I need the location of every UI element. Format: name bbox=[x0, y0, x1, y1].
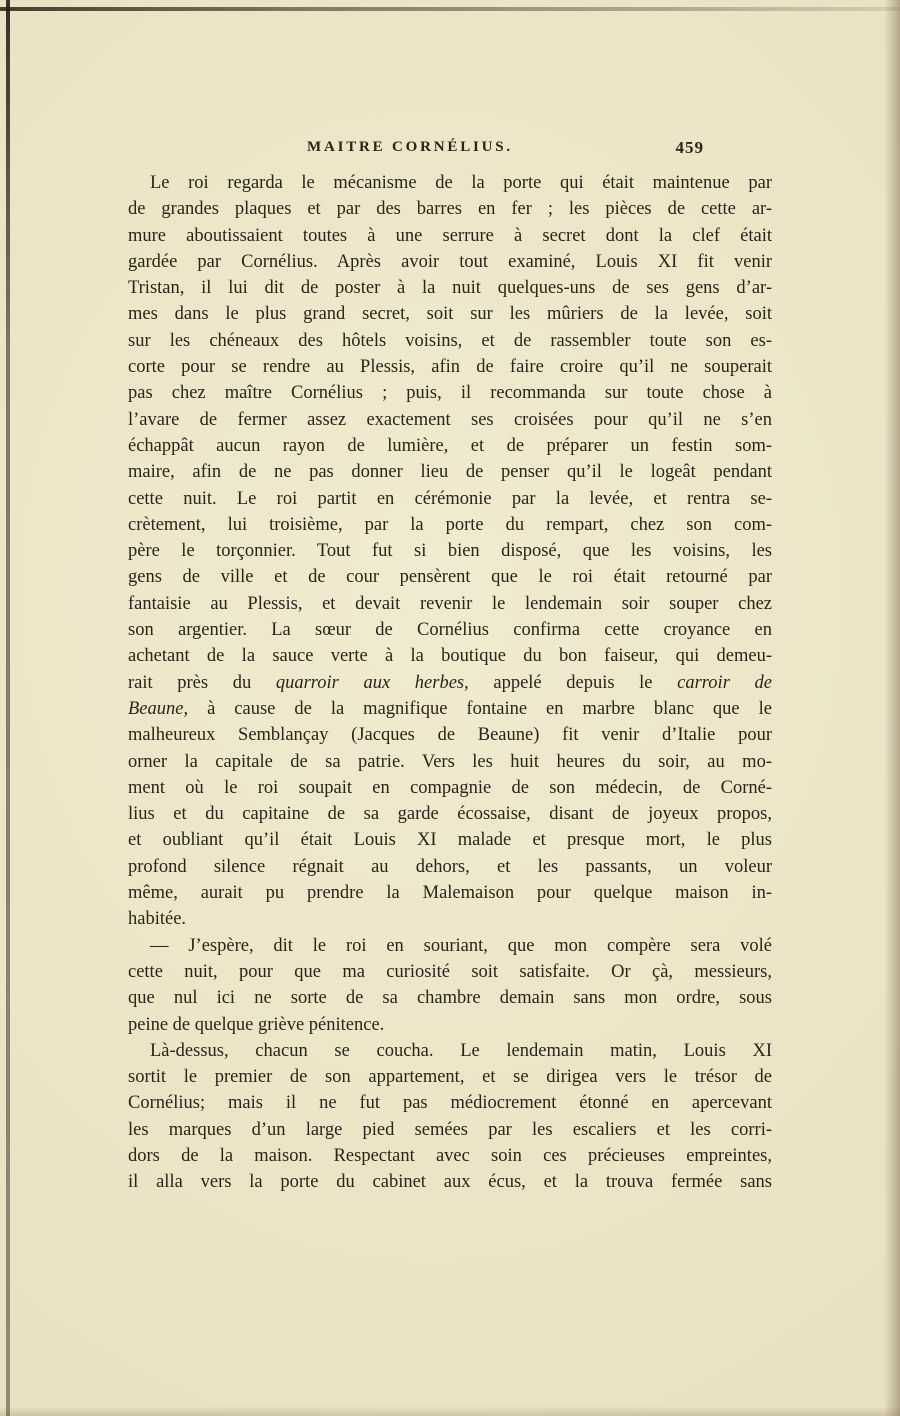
text-line: sortit le premier de son appartement, et se dirigea vers le trésor de bbox=[128, 1067, 772, 1088]
paragraph bbox=[128, 933, 772, 1038]
text-line: père le torçonnier. Tout fut si bien disposé, que les voisins, les bbox=[128, 541, 772, 562]
text-line: que nul ici ne sorte de sa chambre demain sans mon ordre, sous bbox=[128, 988, 772, 1009]
text-line: de grandes plaques et par des barres en fer ; les pièces de cette ar- bbox=[128, 199, 772, 220]
text-line: maire, afin de ne pas donner lieu de penser qu’il le logeât pendant bbox=[128, 462, 772, 483]
text-line: pas chez maître Cornélius ; puis, il recommanda sur toute chose à bbox=[128, 383, 772, 404]
text-line: malheureux Semblançay (Jacques de Beaune) fit venir d’Italie pour bbox=[128, 725, 772, 746]
text-line: et oubliant qu’il était Louis XI malade et presque mort, le plus bbox=[128, 830, 772, 851]
text-line: cette nuit. Le roi partit en cérémonie par la levée, et rentra se- bbox=[128, 488, 772, 509]
text-line: il alla vers la porte du cabinet aux écus, et la trouva fermée sans bbox=[128, 1172, 772, 1193]
scan-edge-bottom bbox=[0, 1406, 900, 1416]
text-line: sur les chéneaux des hôtels voisins, et de rassembler toute son es- bbox=[128, 330, 772, 351]
text-line: gardée par Cornélius. Après avoir tout examiné, Louis XI fit venir bbox=[128, 251, 772, 272]
text-line: Là-dessus, chacun se coucha. Le lendemain matin, Louis XI bbox=[150, 1040, 772, 1061]
text-line: habitée. bbox=[128, 909, 187, 930]
text-line: mure aboutissaient toutes à une serrure à secret dont la clef était bbox=[128, 225, 772, 246]
page-number: 459 bbox=[675, 138, 704, 157]
text-line: Le roi regarda le mécanisme de la porte qui était maintenue par bbox=[150, 173, 772, 193]
text-line: crètement, lui troisième, par la porte du rempart, chez son com- bbox=[128, 514, 772, 535]
text-line: profond silence régnait au dehors, et les passants, un voleur bbox=[128, 856, 772, 877]
text-line: orner la capitale de sa patrie. Vers les huit heures du soir, au mo- bbox=[128, 751, 772, 772]
text-block bbox=[128, 170, 772, 1196]
text-line: Tristan, il lui dit de poster à la nuit quelques-uns de ses gens d’ar- bbox=[128, 278, 772, 299]
text-line: les marques d’un large pied semées par les escaliers et les corri- bbox=[128, 1119, 772, 1140]
text-line: rait près du quarroir aux herbes, appelé depuis le carroir de bbox=[128, 672, 772, 693]
text-line: achetant de la sauce verte à la boutique du bon faiseur, qui demeu- bbox=[128, 646, 772, 667]
text-line: Beaune, à cause de la magnifique fontaine en marbre blanc que le bbox=[128, 698, 772, 719]
scan-edge-top bbox=[0, 7, 900, 11]
paragraph bbox=[128, 1038, 772, 1196]
text-line: l’avare de fermer assez exactement ses croisées pour qu’il ne s’en bbox=[128, 409, 772, 430]
running-title: MAITRE CORNÉLIUS. bbox=[307, 139, 513, 155]
text-line: lius et du capitaine de sa garde écossaise, disant de joyeux propos, bbox=[128, 804, 772, 825]
text-line: son argentier. La sœur de Cornélius confirma cette croyance en bbox=[128, 620, 772, 641]
scan-edge-right bbox=[884, 0, 900, 1416]
text-line: ment où le roi soupait en compagnie de son médecin, de Corné- bbox=[128, 777, 772, 798]
text-line: cette nuit, pour que ma curiosité soit satisfaite. Or çà, messieurs, bbox=[128, 961, 772, 982]
text-line: peine de quelque griève pénitence. bbox=[128, 1014, 385, 1035]
page-header bbox=[128, 139, 772, 161]
text-line: échappât aucun rayon de lumière, et de préparer un festin som- bbox=[128, 435, 772, 456]
text-line: même, aurait pu prendre la Malemaison pour quelque maison in- bbox=[128, 883, 772, 904]
text-line: gens de ville et de cour pensèrent que le roi était retourné par bbox=[128, 567, 772, 588]
text-line: corte pour se rendre au Plessis, afin de faire croire qu’il ne souperait bbox=[128, 357, 772, 378]
text-line: — J’espère, dit le roi en souriant, que mon compère sera volé bbox=[150, 935, 772, 956]
text-line: mes dans le plus grand secret, soit sur les mûriers de la levée, soit bbox=[128, 304, 772, 325]
scan-edge-left bbox=[6, 0, 10, 1416]
text-line: dors de la maison. Respectant avec soin ces précieuses empreintes, bbox=[128, 1145, 772, 1166]
paragraph bbox=[128, 170, 772, 933]
text-line: Cornélius; mais il ne fut pas médiocrement étonné en apercevant bbox=[128, 1093, 772, 1114]
text-line: fantaisie au Plessis, et devait revenir le lendemain soir souper chez bbox=[128, 593, 772, 614]
